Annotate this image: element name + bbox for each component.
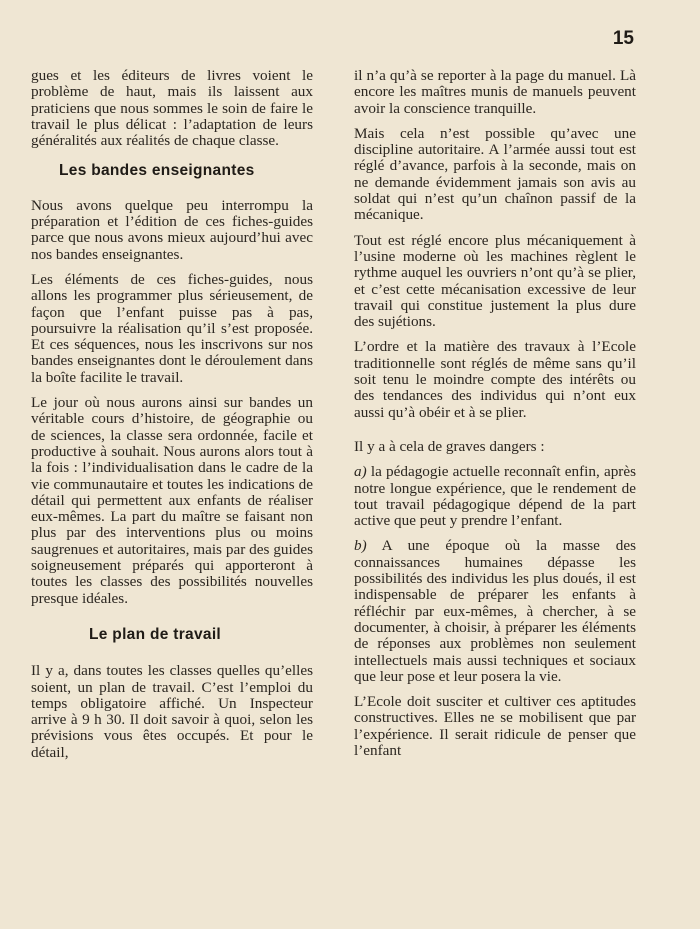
list-label-a: a) <box>354 463 367 481</box>
list-label-b: b) <box>354 537 367 555</box>
left-paragraph-3: Les éléments de ces fiches-guides, nous allons les programmer plus sérieusement, de façon que l’enfant puisse pas à pas, poursuivre la réalisation qu’il s’est proposée. Et ces séquences, nous les inscrivons sur nos bandes enseignantes dont le déroulement dans la boîte facilite le travail. <box>31 270 313 386</box>
right-paragraph-3: Tout est réglé encore plus mécaniquement à l’usine moderne où les machines règlent le rythme auquel les ouvriers n’ont qu’à se plier, et c’est cette mécanisation excessive de leur travail qui constitue justement la plus dure des sujétions. <box>354 231 636 331</box>
page-number: 15 <box>612 28 634 49</box>
right-paragraph-1: il n’a qu’à se reporter à la page du manuel. Là encore les maîtres munis de manuels peuvent avoir la conscience tranquille. <box>354 67 636 117</box>
list-item-b <box>354 538 636 685</box>
left-paragraph-2: Nous avons quelque peu interrompu la préparation et l’édition de ces fiches-guides parce que nous avons mieux aujourd’hui avec nos bandes enseignantes. <box>31 196 313 263</box>
left-paragraph-5: Il y a, dans toutes les classes quelles qu’elles soient, un plan de travail. C’est l’emploi du temps obligatoire affiché. Un Inspecteur arrive à 9 h 30. Il doit savoir à quoi, selon les prévisions vous êtes occupés. Et pour le détail, <box>31 662 313 761</box>
right-paragraph-4: L’ordre et la matière des travaux à l’Ecole traditionnelle sont réglés de même sans qu’il soit tenu le moindre compte des intérêts ou des tendances des individus qui n’ont eux aussi qu’à obéir et à se plier. <box>354 338 636 421</box>
right-paragraph-6: L’Ecole doit susciter et cultiver ces aptitudes constructives. Elles ne se mobilisent que par l’expérience. Il serait ridicule de penser que l’enfant <box>354 693 636 759</box>
right-column <box>354 68 636 768</box>
right-paragraph-5: Il y a à cela de graves dangers : <box>354 437 545 455</box>
left-paragraph-1: gues et les éditeurs de livres voient le problème de haut, mais ils laissent aux praticiens que nous sommes le soin de faire le travail le plus délicat : l’adaptation de leurs généralités aux réalités de chaque classe. <box>31 67 313 150</box>
left-paragraph-4: Le jour où nous aurons ainsi sur bandes un véritable cours d’histoire, de géographie ou de sciences, la classe sera ordonnée, facile et productive à souhait. Nous aurons alors tout à la fois : l’individualisation dans le cadre de la vie communautaire et toutes les indications de détail qui permettent aux enfants de réaliser eux-mêmes. La part du maître se faisant non plus par des interventions plus ou moins saugrenues et autoritaires, mais par des guides soigneusement préparés qui apporteront à toutes les classes des possibilités nouvelles presque idéales. <box>31 394 313 607</box>
list-item-a <box>354 464 636 529</box>
right-paragraph-2: Mais cela n’est possible qu’avec une discipline autoritaire. A l’armée aussi tout est réglé d’avance, parfois à la seconde, mais on ne demande évidemment jamais son avis au soldat qui n’est qu’un chaînon passif de la mécanique. <box>354 124 636 224</box>
list-text-b: A une époque où la masse des connaissances humaines dépasse les possibilités des individus les plus doués, il est indispensable de préparer les enfants à réfléchir par eux-mêmes, à chercher, à se documenter, à choisir, à préparer les éléments de réponses aux problèmes non seulement intellectuels mais aussi techniques et sociaux que leur pose et leur posera la vie. <box>354 537 636 685</box>
left-column <box>31 68 313 770</box>
section-heading-plan-de-travail: Le plan de travail <box>89 625 222 643</box>
list-text-a: la pédagogie actuelle reconnaît enfin, après notre longue expérience, que le rendement de tout travail pédagogique dépend de la part active que peut y prendre l’enfant. <box>354 463 636 530</box>
section-heading-bandes-enseignantes: Les bandes enseignantes <box>59 162 255 180</box>
